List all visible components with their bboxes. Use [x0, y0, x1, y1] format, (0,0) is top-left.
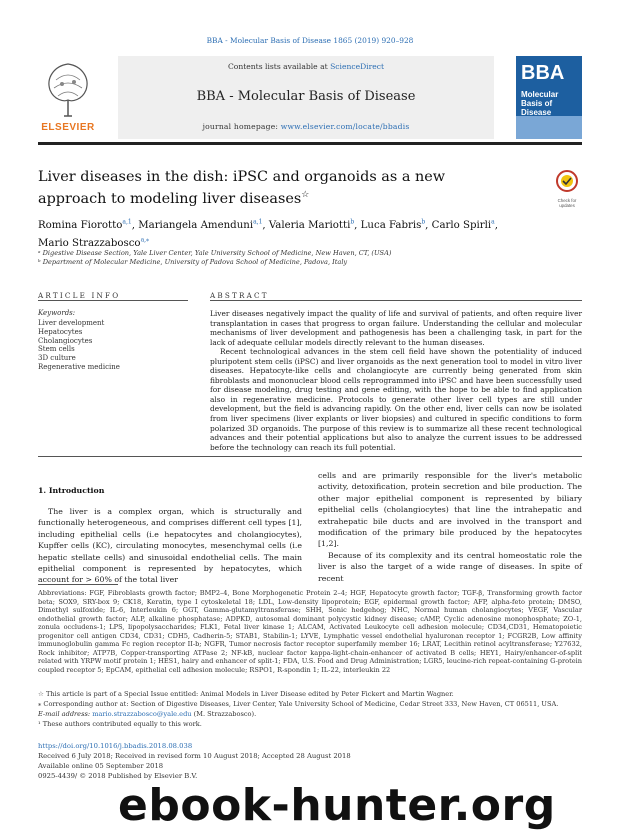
- keywords-label: Keywords:: [38, 309, 76, 317]
- article-info-heading: ARTICLE INFO: [38, 291, 121, 300]
- keywords-list: [38, 319, 188, 372]
- abbreviations-footnote: Abbreviations: FGF, Fibroblasts growth factor; BMP2–4, Bone Morphogenetic Protein 2–4; HGF, Hepatocyte growth factor; TGF-β, Transforming growth factor beta; SOX9, SRY-box 9; CK18, Keratin, type I cytoskeletal 18; LDL, Low-density lipoprotein; EGF, epidermal growth factor; AFP, alpha-feto protein; DMSO, Dimethyl sulfoxide; IL-6, Interleukin 6; GGT, Gamma-glutamyltransferase; SHH, Sonic hedgehog; NHC, Normal human cholangiocytes; VEGF, Vascular endothelial growth factor; ALP, alkaline phosphatase; ADPKD, autosomal dominant polycystic kidney disease; cAMP, Cyclic adenosine monophosphate; ZO-1, zonula occludens-1; LPS, lipopolysaccharides; FLK1, Fetal liver kinase 1; ALCAM, Activated Leukocyte cell adhesion molecule; CD34,CD31, Hematopoietic progenitor cell antigen CD34, CD31; CDH5, Cadherin-5; STAB1, Stabilin-1; LYVE, Lymphatic vessel endothelial hyaluronan receptor 1; FCGR2B, Low affinity immunoglobulin gamma Fc region receptor II-b; NGFR, Tumor necrosis factor receptor superfamily member 16; LRAT, Lecithin retinol acyltransferase; Y27632, Rock inhibitor; ATP7B, Copper-transporting ATPase 2; NF-kB, nuclear factor kappa-light-chain-enhancer of activated B cells; HEY1, Hairy/enhancer-of-split related with YRPW motif protein 1; HES1, hairy and enhancer of split-1; FDA, U.S. Food and Drug Administration; LGR5, leucine-rich repeat-containing G-protein coupled receptor 5; EpCAM, epithelial cell adhesion molecule; RSPO1, R-spondin 1; IL-22, interleukin 22: [38, 589, 582, 674]
- abstract-body: [210, 309, 582, 452]
- homepage-prefix: journal homepage:: [202, 122, 281, 131]
- keyword: Regenerative medicine: [38, 362, 120, 371]
- body-paragraph: cells and are primarily responsible for the liver's metabolic activity, detoxification, protein secretion and bile production. The other major epithelial component is represented by biliary epithelial cells (cholangiocytes) that line the intrahepatic and extrahepatic bile ducts and are involved in the transport and modification of the primary bile produced by the hepatocytes [1,2].: [318, 471, 582, 549]
- keyword: Cholangiocytes: [38, 336, 93, 345]
- journal-citation[interactable]: BBA - Molecular Basis of Disease 1865 (2019) 920–928: [206, 36, 414, 45]
- check-updates-icon: [553, 170, 581, 194]
- abstract-paragraph: Liver diseases negatively impact the quality of life and survival of patients, and often require liver transplantation in cases that progress to organ failure. Understanding the cellular and molecular mechanisms of liver development and pathogenesis has been a challenging task, in part for the lack of adequate cellular models directly relevant to the human diseases.: [210, 309, 582, 347]
- divider: [210, 300, 582, 301]
- affiliation-a: ᵃ Digestive Disease Section, Yale Liver Center, Yale University School of Medicine, New Haven, CT, (USA): [38, 249, 392, 257]
- abstract-heading: ABSTRACT: [210, 291, 269, 300]
- divider: [38, 456, 582, 457]
- publisher-name: ELSEVIER: [41, 122, 95, 133]
- email-label: E-mail address:: [38, 710, 93, 718]
- contents-prefix: Contents lists available at: [227, 62, 331, 71]
- cover-subtitle: Molecular Basis of Disease: [521, 90, 559, 117]
- available-online: Available online 05 September 2018: [38, 762, 164, 770]
- received-dates: Received 6 July 2018; Received in revised form 10 August 2018; Accepted 28 August 2018: [38, 752, 351, 760]
- body-paragraph: Because of its complexity and its central homeostatic role the liver is also the target of a wide range of diseases. In spite of recent: [318, 550, 582, 583]
- title-mark[interactable]: ☆: [301, 190, 310, 200]
- divider: [38, 300, 188, 301]
- doi-link[interactable]: https://doi.org/10.1016/j.bbadis.2018.08.038: [38, 742, 193, 750]
- title-text: Liver diseases in the dish: iPSC and organoids as a new approach to modeling liver diseases: [38, 169, 446, 207]
- homepage-link[interactable]: www.elsevier.com/locate/bbadis: [280, 122, 410, 131]
- homepage-line: [118, 122, 494, 131]
- elsevier-tree-icon: [38, 56, 98, 136]
- author[interactable]: Valeria Mariotti$^b$,: [268, 219, 361, 232]
- email-suffix: (M. Strazzabosco).: [191, 710, 257, 718]
- affiliation-b: ᵇ Department of Molecular Medicine, University of Padova School of Medicine, Padova, Italy: [38, 258, 348, 266]
- corresponding-author-footnote: ⁎ Corresponding author at: Section of Digestive Diseases, Liver Center, Yale University School of Medicine, Cedar Street 333, New Haven, CT 06511, USA.: [38, 700, 559, 708]
- check-for-updates-badge[interactable]: [553, 170, 581, 208]
- cover-title: BBA: [521, 62, 565, 84]
- article-title: [38, 168, 508, 208]
- check-updates-label: Check for updates: [557, 198, 577, 208]
- body-column-right: [318, 470, 582, 584]
- masthead-center: [118, 56, 494, 139]
- email-link[interactable]: mario.strazzabosco@yale.edu: [92, 710, 192, 718]
- keyword: Hepatocytes: [38, 327, 83, 336]
- keyword: Liver development: [38, 319, 105, 327]
- author[interactable]: Mariangela Amenduni$^{a,1}$,: [138, 219, 269, 232]
- body-paragraph: The liver is a complex organ, which is structurally and functionally heterogeneous, and comprises different cell types [1], including epithelial cells (i.e hepatocytes and cholangiocytes), Kupffer cells (KC), circulating monocytes, mesenchymal cells (i.e hepatic stellate cells) and sinusoidal endothelial cells. The main epithelial component is represented by hepatocytes, which account for > 60% of the total liver: [38, 507, 302, 585]
- contents-line: [118, 62, 494, 71]
- section-heading-introduction: 1. Introduction: [38, 486, 105, 495]
- author[interactable]: Mario Strazzabosco$^{a,⁎}$: [38, 236, 150, 249]
- author[interactable]: Romina Fiorotto$^{a,1}$,: [38, 219, 139, 232]
- author[interactable]: Carlo Spirli$^a$,: [431, 219, 498, 232]
- copyright-line: 0925-4439/ © 2018 Published by Elsevier B.V.: [38, 772, 198, 780]
- author[interactable]: Luca Fabris$^b$,: [360, 219, 432, 232]
- email-footnote: [38, 710, 582, 718]
- body-column-left: [38, 506, 302, 586]
- keyword: 3D culture: [38, 354, 76, 363]
- author-list: [38, 216, 582, 251]
- special-issue-footnote: ☆ This article is part of a Special Issue entitled: Animal Models in Liver Disease edited by Peter Fickert and Martin Wagner.: [38, 690, 454, 698]
- keyword: Stem cells: [38, 345, 75, 354]
- cover-band: [516, 116, 582, 139]
- masthead: [38, 56, 582, 145]
- sciencedirect-link[interactable]: ScienceDirect: [330, 62, 385, 71]
- journal-name: BBA - Molecular Basis of Disease: [196, 89, 416, 104]
- footnote-divider: [38, 584, 118, 585]
- abstract-paragraph: Recent technological advances in the stem cell field have shown the potentiality of induced pluripotent stem cells (iPSC) and liver organoids as the next generation tool to model in vitro liver diseases. Hepatocyte-like cells and cholangiocyte are currently being generated from skin fibroblasts and mononuclear blood cells reprogrammed into iPSC and have been successfully used for disease modeling, drug testing and gene editing, with the hope to be able to find application also in regenerative medicine. Protocols to generate other liver cell types are still under development, but the field is advancing rapidly. On the other end, liver cells can now be isolated from liver specimens (liver explants or liver biopsies) and cultured in specific conditions to form polarized 3D organoids. The purpose of this review is to summarize all these recent technological advances and their potential applications but also to analyze the current issues to be addressed before the technology can reach its full potential.: [210, 347, 582, 452]
- equal-contribution-footnote: ¹ These authors contributed equally to this work.: [38, 720, 202, 728]
- watermark: ebook-hunter.org: [118, 780, 556, 831]
- journal-cover[interactable]: [516, 56, 582, 139]
